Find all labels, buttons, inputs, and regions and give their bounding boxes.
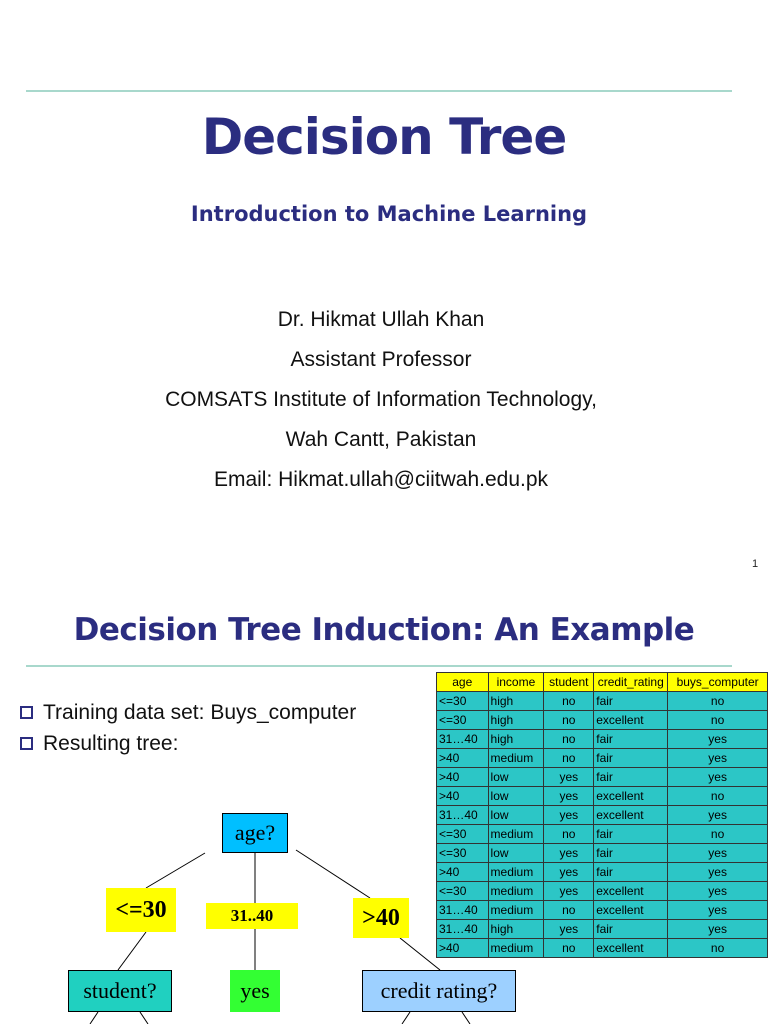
author-email: Email: Hikmat.ullah@ciitwah.edu.pk xyxy=(213,468,549,491)
tree-node-student: student? xyxy=(68,970,172,1012)
bullet-item xyxy=(20,697,356,728)
table-cell: yes xyxy=(544,768,594,787)
edge-age-le30 xyxy=(146,853,205,888)
table-cell: <=30 xyxy=(437,882,489,901)
table-cell: high xyxy=(488,730,544,749)
slide-subtitle: Introduction to Machine Learning xyxy=(190,202,588,226)
column-header-age: age xyxy=(437,673,489,692)
table-cell: excellent xyxy=(594,787,668,806)
table-cell: excellent xyxy=(594,939,668,958)
branch-label-31-40: 31..40 xyxy=(206,903,298,929)
table-cell: 31…40 xyxy=(437,730,489,749)
table-cell: high xyxy=(488,920,544,939)
square-bullet-icon xyxy=(20,737,33,750)
table-cell: no xyxy=(544,730,594,749)
table-cell: fair xyxy=(594,863,668,882)
table-cell: yes xyxy=(668,920,768,939)
table-cell: high xyxy=(488,711,544,730)
table-cell: no xyxy=(544,711,594,730)
branch-label-le30: <=30 xyxy=(106,888,176,932)
slide-title: Decision Tree xyxy=(201,108,567,166)
column-header-credit-rating: credit_rating xyxy=(594,673,668,692)
table-cell: no xyxy=(544,939,594,958)
edge-student-left xyxy=(90,1012,98,1024)
table-row xyxy=(437,692,768,711)
table-cell: fair xyxy=(594,749,668,768)
top-divider xyxy=(26,90,732,92)
slide2-title: Decision Tree Induction: An Example xyxy=(73,612,695,648)
table-cell: yes xyxy=(668,749,768,768)
table-cell: no xyxy=(668,825,768,844)
table-row xyxy=(437,749,768,768)
table-cell: fair xyxy=(594,844,668,863)
column-header-income: income xyxy=(488,673,544,692)
table-cell: 31…40 xyxy=(437,920,489,939)
tree-node-credit-rating: credit rating? xyxy=(362,970,516,1012)
table-cell: <=30 xyxy=(437,844,489,863)
table-cell: excellent xyxy=(594,901,668,920)
table-cell: excellent xyxy=(594,882,668,901)
column-header-student: student xyxy=(544,673,594,692)
table-cell: yes xyxy=(544,806,594,825)
table-cell: fair xyxy=(594,730,668,749)
edge-credit-right xyxy=(462,1012,470,1024)
table-row xyxy=(437,711,768,730)
author-block xyxy=(0,300,762,500)
table-cell: fair xyxy=(594,768,668,787)
table-cell: <=30 xyxy=(437,692,489,711)
table-cell: yes xyxy=(544,863,594,882)
table-cell: >40 xyxy=(437,863,489,882)
square-bullet-icon xyxy=(20,706,33,719)
table-cell: >40 xyxy=(437,787,489,806)
table-cell: medium xyxy=(488,863,544,882)
table-cell: no xyxy=(544,749,594,768)
table-cell: yes xyxy=(668,730,768,749)
table-cell: fair xyxy=(594,692,668,711)
column-header-buys-computer: buys_computer xyxy=(668,673,768,692)
table-cell: <=30 xyxy=(437,825,489,844)
table-cell: excellent xyxy=(594,711,668,730)
author-name: Dr. Hikmat Ullah Khan xyxy=(277,308,485,331)
edge-le30-student xyxy=(118,932,146,970)
table-cell: yes xyxy=(544,920,594,939)
branch-label-gt40: >40 xyxy=(353,898,409,938)
table-cell: no xyxy=(668,692,768,711)
bullet-text: Resulting tree: xyxy=(43,731,179,755)
author-location: Wah Cantt, Pakistan xyxy=(285,428,477,451)
table-cell: yes xyxy=(668,806,768,825)
table-cell: low xyxy=(488,844,544,863)
table-cell: no xyxy=(544,901,594,920)
edge-gt40-credit xyxy=(400,938,440,970)
table-cell: fair xyxy=(594,920,668,939)
edge-age-gt40 xyxy=(296,850,370,898)
bullet-item xyxy=(20,728,356,759)
edge-student-right xyxy=(140,1012,148,1024)
table-cell: no xyxy=(668,787,768,806)
table-cell: medium xyxy=(488,882,544,901)
table-cell: no xyxy=(668,939,768,958)
table-cell: >40 xyxy=(437,749,489,768)
table-cell: no xyxy=(544,825,594,844)
table-cell: medium xyxy=(488,939,544,958)
table-cell: low xyxy=(488,806,544,825)
table-cell: yes xyxy=(668,844,768,863)
table-cell: medium xyxy=(488,825,544,844)
table-cell: low xyxy=(488,787,544,806)
tree-node-yes: yes xyxy=(230,970,280,1012)
edge-credit-left xyxy=(402,1012,410,1024)
table-cell: yes xyxy=(668,882,768,901)
slide2-divider xyxy=(26,665,732,667)
table-cell: no xyxy=(544,692,594,711)
table-row xyxy=(437,730,768,749)
table-cell: no xyxy=(668,711,768,730)
table-cell: >40 xyxy=(437,939,489,958)
table-cell: yes xyxy=(544,787,594,806)
table-cell: 31…40 xyxy=(437,901,489,920)
table-cell: <=30 xyxy=(437,711,489,730)
page-number: 1 xyxy=(752,558,759,570)
table-cell: excellent xyxy=(594,806,668,825)
table-cell: >40 xyxy=(437,768,489,787)
bullet-text: Training data set: Buys_computer xyxy=(43,700,357,724)
tree-node-age: age? xyxy=(222,813,288,853)
table-cell: high xyxy=(488,692,544,711)
author-institute: COMSATS Institute of Information Technology, xyxy=(165,388,597,411)
table-cell: yes xyxy=(544,882,594,901)
table-cell: yes xyxy=(668,901,768,920)
author-position: Assistant Professor xyxy=(290,348,472,371)
table-cell: yes xyxy=(668,768,768,787)
table-cell: low xyxy=(488,768,544,787)
table-cell: medium xyxy=(488,749,544,768)
table-header-row xyxy=(437,673,768,692)
table-cell: fair xyxy=(594,825,668,844)
table-row xyxy=(437,768,768,787)
table-cell: yes xyxy=(544,844,594,863)
bullet-list xyxy=(20,697,356,759)
table-cell: medium xyxy=(488,901,544,920)
table-cell: 31…40 xyxy=(437,806,489,825)
table-cell: yes xyxy=(668,863,768,882)
